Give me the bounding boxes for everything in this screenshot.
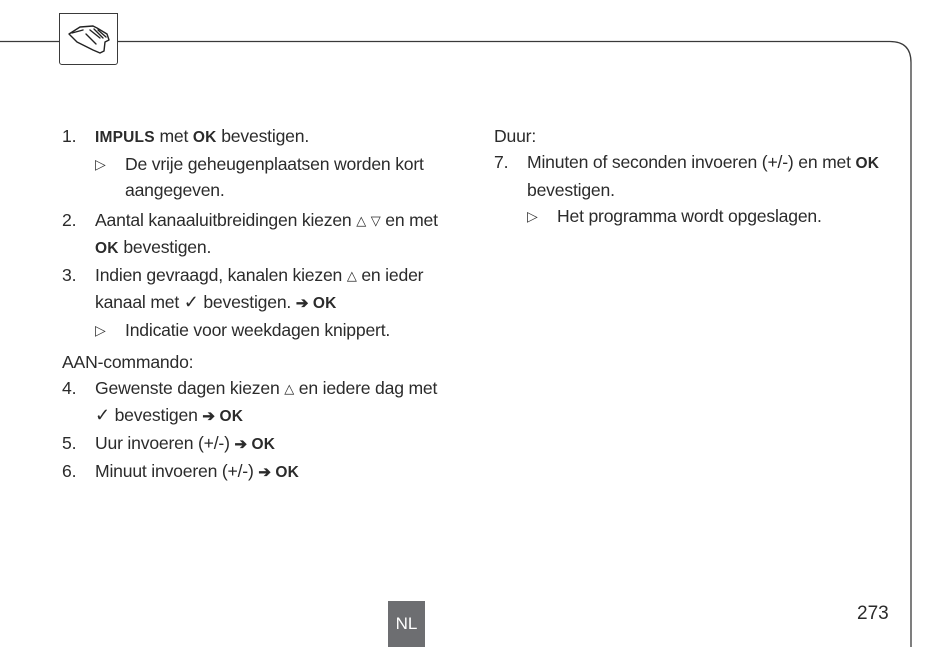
step-text: Indien gevraagd, kanalen kiezen <box>95 265 347 285</box>
step-number: 7. <box>494 152 509 172</box>
keyword-ok: OK <box>219 408 244 425</box>
step-5 <box>62 430 462 458</box>
hand-icon-box <box>59 13 118 65</box>
keyword-impuls: IMPULS <box>95 129 155 146</box>
step-1 <box>62 123 462 151</box>
up-arrow-icon: △ <box>284 381 295 396</box>
down-arrow-icon: ▽ <box>370 213 381 228</box>
page-number: 273 <box>857 603 889 624</box>
check-icon: ✓ <box>183 292 199 312</box>
step-text: en ieder kanaal met <box>95 265 424 312</box>
result-triangle-icon: ▷ <box>527 208 538 224</box>
step-number: 2. <box>62 210 77 230</box>
step-text: Gewenste dagen kiezen <box>95 378 285 398</box>
left-column <box>62 123 462 486</box>
arrow-right-icon: ➔ <box>234 436 247 453</box>
step-text: Minuten of seconden invoeren (+/-) en met <box>527 152 856 172</box>
step-text: Aantal kanaaluitbreidingen kiezen <box>95 210 357 230</box>
result-triangle-icon: ▷ <box>95 322 106 338</box>
arrow-right-icon: ➔ <box>202 408 215 425</box>
step-text: en met <box>380 210 438 230</box>
keyword-ok: OK <box>312 295 337 312</box>
step-1-result <box>62 151 462 203</box>
hand-pointing-icon <box>60 14 119 66</box>
step-text: Minuut invoeren (+/-) <box>95 461 259 481</box>
step-4 <box>62 375 462 430</box>
keyword-ok: OK <box>855 155 880 172</box>
section-title-duur: Duur: <box>494 126 537 146</box>
step-text: en iedere dag met <box>294 378 438 398</box>
up-arrow-icon: △ <box>356 213 367 228</box>
step-number: 5. <box>62 433 77 453</box>
keyword-ok: OK <box>95 240 119 257</box>
step-number: 4. <box>62 378 77 398</box>
up-arrow-icon: △ <box>346 268 357 283</box>
step-3 <box>62 262 462 317</box>
arrow-right-icon: ➔ <box>258 464 271 481</box>
step-number: 1. <box>62 126 77 146</box>
step-6 <box>62 458 462 486</box>
step-text: met <box>154 126 193 146</box>
keyword-ok: OK <box>275 464 300 481</box>
right-column <box>494 123 894 229</box>
step-7 <box>494 149 894 203</box>
check-icon: ✓ <box>95 405 110 425</box>
result-text: Indicatie voor weekdagen knippert. <box>125 320 391 340</box>
step-number: 6. <box>62 461 77 481</box>
step-text: bevestigen. <box>527 180 615 200</box>
step-3-result <box>62 317 462 343</box>
result-text: De vrije geheugenplaatsen worden kort aangegeven. <box>125 154 424 200</box>
step-text: bevestigen <box>109 405 203 425</box>
step-7-result <box>494 203 894 229</box>
step-number: 3. <box>62 265 77 285</box>
keyword-ok: OK <box>192 129 217 146</box>
result-triangle-icon: ▷ <box>95 156 106 172</box>
section-title-aan: AAN-commando: <box>62 352 194 372</box>
result-text: Het programma wordt opgeslagen. <box>557 206 822 226</box>
step-text: bevestigen. <box>118 237 212 257</box>
step-text: bevestigen. <box>216 126 310 146</box>
step-text: Uur invoeren (+/-) <box>95 433 235 453</box>
keyword-ok: OK <box>251 436 276 453</box>
step-text: bevestigen. <box>198 292 296 312</box>
language-badge: NL <box>388 601 425 647</box>
step-2 <box>62 207 462 262</box>
arrow-right-icon: ➔ <box>295 295 309 312</box>
